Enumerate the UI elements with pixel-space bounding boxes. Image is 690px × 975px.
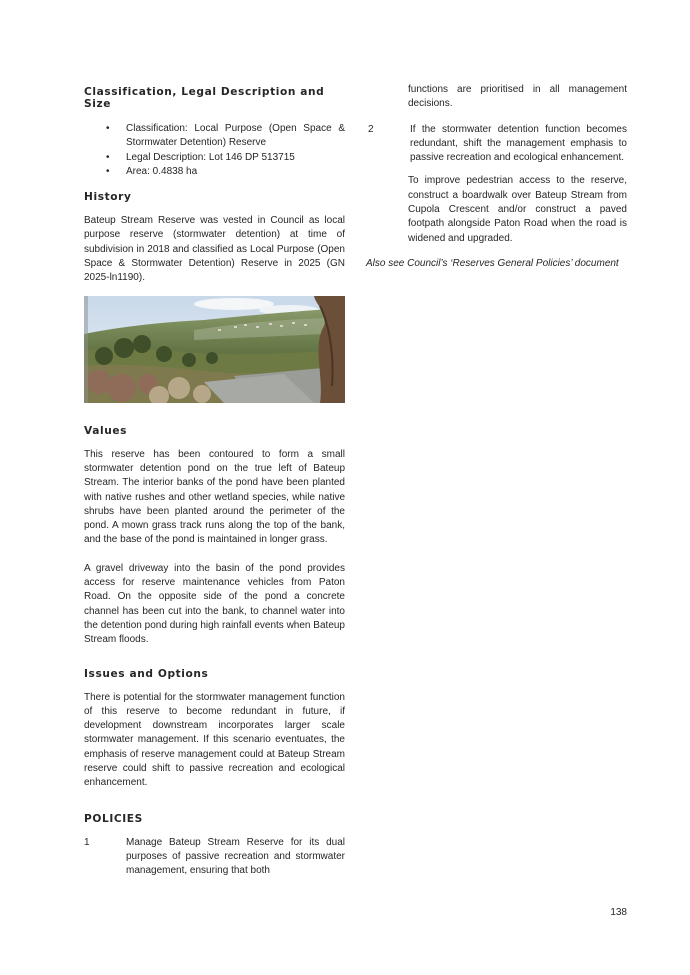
policy-2-text-a: If the stormwater detention function becomes redundant, shift the management emphasis to passive recreation and ecological enhancement. <box>410 123 627 164</box>
values-heading: Values <box>84 424 128 437</box>
area-item: • Area: 0.4838 ha <box>84 165 345 179</box>
policy-2-number: 2 <box>368 123 374 135</box>
left-column <box>84 80 345 879</box>
right-column <box>366 83 627 271</box>
issues-heading: Issues and Options <box>84 667 209 680</box>
policy-1-number: 1 <box>84 836 90 848</box>
issues-text: There is potential for the stormwater management function of this reserve to become redundant in future, if development downstream incorporates larger scale stormwater management. If this scenario eventuates, the emphasis of reserve management could at Bateup Stream reserve could shift to passive recreation and ecological enhancement. <box>84 691 345 789</box>
policy-1-text: Manage Bateup Stream Reserve for its dual purposes of passive recreation and stormwater management, ensuring that both <box>126 836 345 877</box>
history-heading: History <box>84 191 132 204</box>
classification-heading: Classification, Legal Description and Size <box>84 86 325 110</box>
policy-2-text-b: To improve pedestrian access to the reserve, construct a boardwalk over Bateup Stream from Cupola Crescent and/or construct a paved footpath alongside Paton Road when the road is widened and upgraded. <box>408 175 627 244</box>
legal-description-item: • Legal Description: Lot 146 DP 513715 <box>84 151 345 165</box>
policy-2 <box>366 123 627 166</box>
policy-1-continued <box>366 83 627 112</box>
history-text: Bateup Stream Reserve was vested in Council as local purpose reserve (stormwater detention) at time of subdivision in 2018 and classified as Local Purpose (Open Space & Stormwater Detention) Reserve in 2025 (GN 2025-ln1190). <box>84 215 345 284</box>
general-policies-note: Also see Council’s ‘Reserves General Policies’ document <box>366 257 619 269</box>
policy-1-text-continued: functions are prioritised in all management decisions. <box>408 84 627 110</box>
values-paragraph-2: A gravel driveway into the basin of the pond provides access for reserve maintenance vehicles from Paton Road. On the opposite side of the pond a concrete channel has been cut into the bank, to channel water into the detention pond during high rainfall events when Bateup Stream floods. <box>84 562 345 646</box>
values-paragraph-1: This reserve has been contoured to form a small stormwater detention pond on the true left of Bateup Stream. The interior banks of the pond have been planted with native rushes and other wetland species, while native shrubs have been planted around the perimeter of the pond. A mown grass track runs along the top of the bank, and the base of the pond is maintained in longer grass. <box>84 448 345 546</box>
classification-item: • Classification: Local Purpose (Open Space & Stormwater Detention) Reserve <box>84 122 345 151</box>
reserve-photo <box>84 296 345 403</box>
classification-list <box>84 122 345 179</box>
policy-1-start <box>84 836 345 879</box>
page-number: 138 <box>610 907 627 918</box>
policy-2-second-paragraph <box>366 174 627 245</box>
policies-heading: POLICIES <box>84 812 143 825</box>
